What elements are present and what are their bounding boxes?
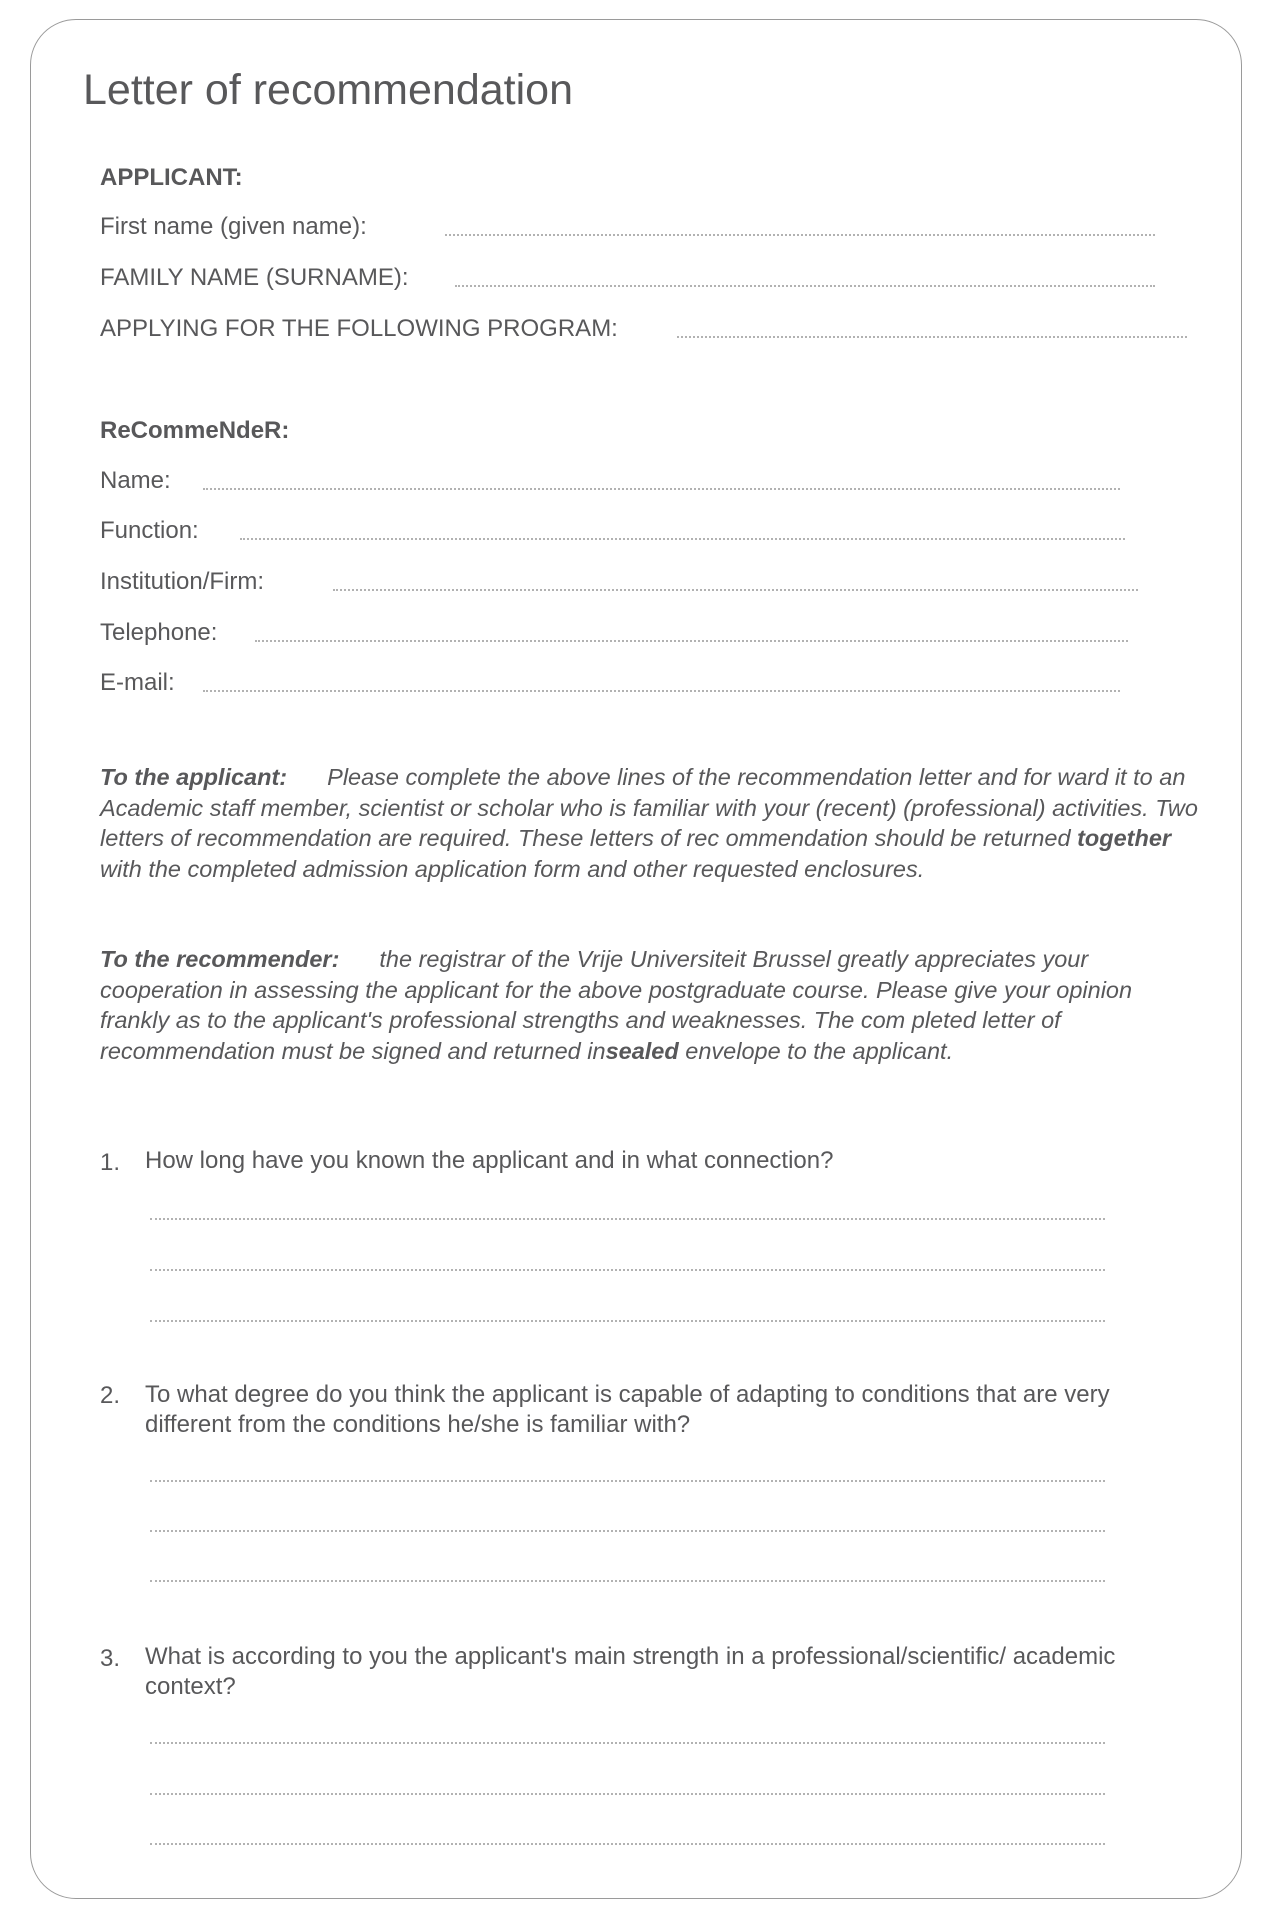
family-name-field[interactable] [455, 285, 1155, 287]
question-3-number: 3. [100, 1645, 121, 1672]
question-1-answer-line-2[interactable] [150, 1269, 1105, 1271]
recommender-name-field[interactable] [203, 488, 1120, 490]
applicant-instructions-text: Please complete the above lines of the recommendation letter and for ward it to an Academic staff member, scientist or scholar who is familiar with your (recent) (professional) activities. Two letters of recommendation are required. These letters of rec ommendation should be returned [100, 764, 1198, 851]
first-name-field[interactable] [445, 234, 1155, 236]
question-1-text: How long have you known the applicant and in what connection? [145, 1147, 834, 1174]
recommender-instructions [100, 944, 1200, 1066]
recommender-instructions-emphasis: sealed [605, 1037, 679, 1064]
page-title: Letter of recommendation [83, 66, 573, 114]
question-3-answer-line-3[interactable] [150, 1843, 1105, 1845]
question-1-answer-line-1[interactable] [150, 1218, 1105, 1220]
email-field[interactable] [203, 690, 1120, 692]
applicant-instructions-text-end: with the completed admission application form and other requested enclosures. [100, 855, 925, 882]
question-3-answer-line-1[interactable] [150, 1742, 1105, 1744]
recommender-name-label: Name: [100, 467, 171, 494]
question-2-number: 2. [100, 1382, 121, 1409]
first-name-label: First name (given name): [100, 213, 367, 240]
question-2-answer-line-2[interactable] [150, 1530, 1105, 1532]
telephone-label: Telephone: [100, 619, 218, 646]
program-field[interactable] [677, 336, 1187, 338]
recommender-heading: ReCommeNdeR: [100, 417, 290, 444]
question-2-text: To what degree do you think the applicant is capable of adapting to conditions that are very different from the conditions he/she is familiar with? [145, 1381, 1110, 1438]
institution-label: Institution/Firm: [100, 568, 265, 595]
recommender-instructions-text-end: envelope to the applicant. [685, 1037, 954, 1064]
family-name-label: FAMILY NAME (SURNAME): [100, 264, 409, 291]
function-field[interactable] [240, 538, 1125, 540]
question-3-text: What is according to you the applicant's main strength in a professional/scientific/ academic context? [145, 1643, 1116, 1700]
question-2-answer-line-1[interactable] [150, 1480, 1105, 1482]
email-label: E-mail: [100, 669, 175, 696]
recommender-instructions-lead: To the recommender: [100, 946, 340, 972]
question-1-answer-line-3[interactable] [150, 1320, 1105, 1322]
applicant-instructions-lead: To the applicant: [100, 764, 288, 790]
institution-field[interactable] [333, 589, 1138, 591]
applicant-instructions [100, 762, 1200, 884]
telephone-field[interactable] [255, 640, 1128, 642]
question-3-answer-line-2[interactable] [150, 1793, 1105, 1795]
question-2-answer-line-3[interactable] [150, 1580, 1105, 1582]
applicant-instructions-emphasis: together [1077, 825, 1172, 851]
recommender-instructions-text: the registrar of the Vrije Universiteit Brussel greatly appreciates your cooperation in assessing the applicant for the above postgraduate course. Please give your opinion frankly as to the applicant's professional strengths and weaknesses. The com pleted letter of recommendation must be signed and returned in [100, 946, 1133, 1064]
question-1-number: 1. [100, 1149, 121, 1176]
applicant-heading: APPLICANT: [100, 164, 243, 191]
function-label: Function: [100, 517, 199, 544]
program-label: APPLYING FOR THE FOLLOWING PROGRAM: [100, 315, 618, 342]
